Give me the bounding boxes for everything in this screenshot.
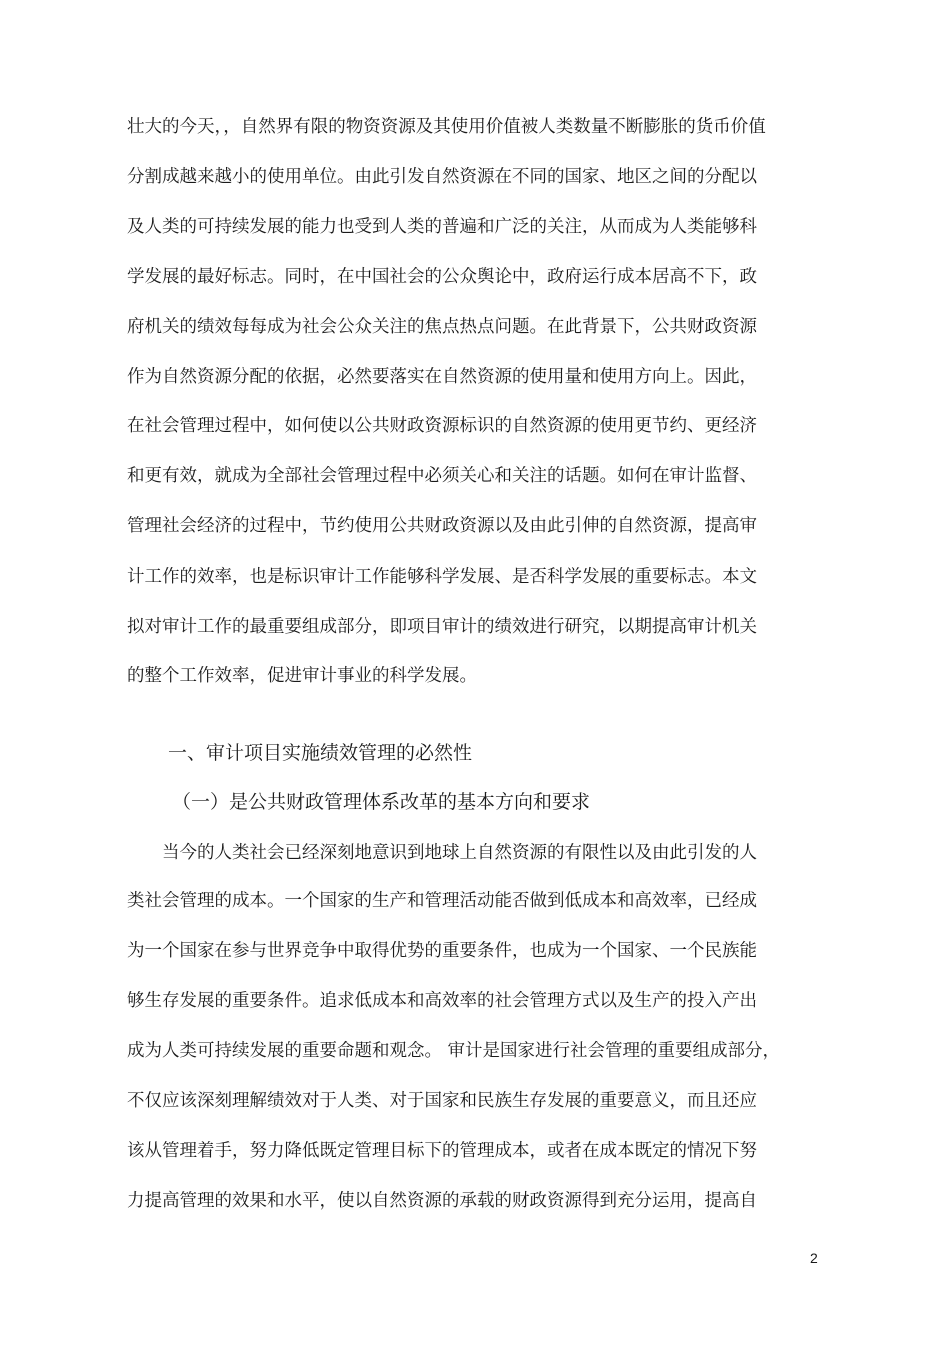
body-text-line: 拟对审计工作的最重要组成部分，即项目审计的绩效进行研究，以期提高审计机关 bbox=[127, 617, 757, 637]
body-text-line: 和更有效，就成为全部社会管理过程中必须关心和关注的话题。如何在审计监督、 bbox=[127, 466, 757, 486]
body-text-line: 分割成越来越小的使用单位。由此引发自然资源在不同的国家、地区之间的分配以 bbox=[127, 167, 757, 187]
body-text-line: 及人类的可持续发展的能力也受到人类的普遍和广泛的关注，从而成为人类能够科 bbox=[127, 217, 757, 237]
page-number: 2 bbox=[810, 1250, 818, 1266]
body-text-line: 壮大的今天，，自然界有限的物资资源及其使用价值被人类数量不断膨胀的货币价值 bbox=[127, 117, 766, 137]
body-text-line: 不仅应该深刻理解绩效对于人类、对于国家和民族生存发展的重要意义，而且还应 bbox=[127, 1091, 757, 1111]
body-text-line: 府机关的绩效每每成为社会公众关注的焦点热点问题。在此背景下，公共财政资源 bbox=[127, 317, 757, 337]
body-text-line: 该从管理着手，努力降低既定管理目标下的管理成本，或者在成本既定的情况下努 bbox=[127, 1141, 757, 1161]
subsection-heading: （一）是公共财政管理体系改革的基本方向和要求 bbox=[172, 791, 591, 813]
body-text-line: 学发展的最好标志。同时，在中国社会的公众舆论中，政府运行成本居高不下，政 bbox=[127, 267, 757, 287]
section-heading: 一、审计项目实施绩效管理的必然性 bbox=[168, 742, 473, 764]
body-text-line: 为一个国家在参与世界竞争中取得优势的重要条件，也成为一个国家、一个民族能 bbox=[127, 941, 757, 961]
body-text-line: 类社会管理的成本。一个国家的生产和管理活动能否做到低成本和高效率，已经成 bbox=[127, 891, 757, 911]
body-text-line: 计工作的效率，也是标识审计工作能够科学发展、是否科学发展的重要标志。本文 bbox=[127, 567, 757, 587]
body-text-line: 在社会管理过程中，如何使以公共财政资源标识的自然资源的使用更节约、更经济 bbox=[127, 416, 757, 436]
body-text-line: 力提高管理的效果和水平，使以自然资源的承载的财政资源得到充分运用，提高自 bbox=[127, 1191, 757, 1211]
body-text-line: 作为自然资源分配的依据，必然要落实在自然资源的使用量和使用方向上。因此， bbox=[127, 367, 757, 387]
body-text-line: 的整个工作效率，促进审计事业的科学发展。 bbox=[127, 666, 477, 686]
body-text-line: 当今的人类社会已经深刻地意识到地球上自然资源的有限性以及由此引发的人 bbox=[162, 843, 757, 863]
body-text-line: 管理社会经济的过程中，节约使用公共财政资源以及由此引伸的自然资源，提高审 bbox=[127, 516, 757, 536]
body-text-line: 够生存发展的重要条件。追求低成本和高效率的社会管理方式以及生产的投入产出 bbox=[127, 991, 757, 1011]
body-text-line: 成为人类可持续发展的重要命题和观念。 审计是国家进行社会管理的重要组成部分， bbox=[127, 1041, 781, 1061]
